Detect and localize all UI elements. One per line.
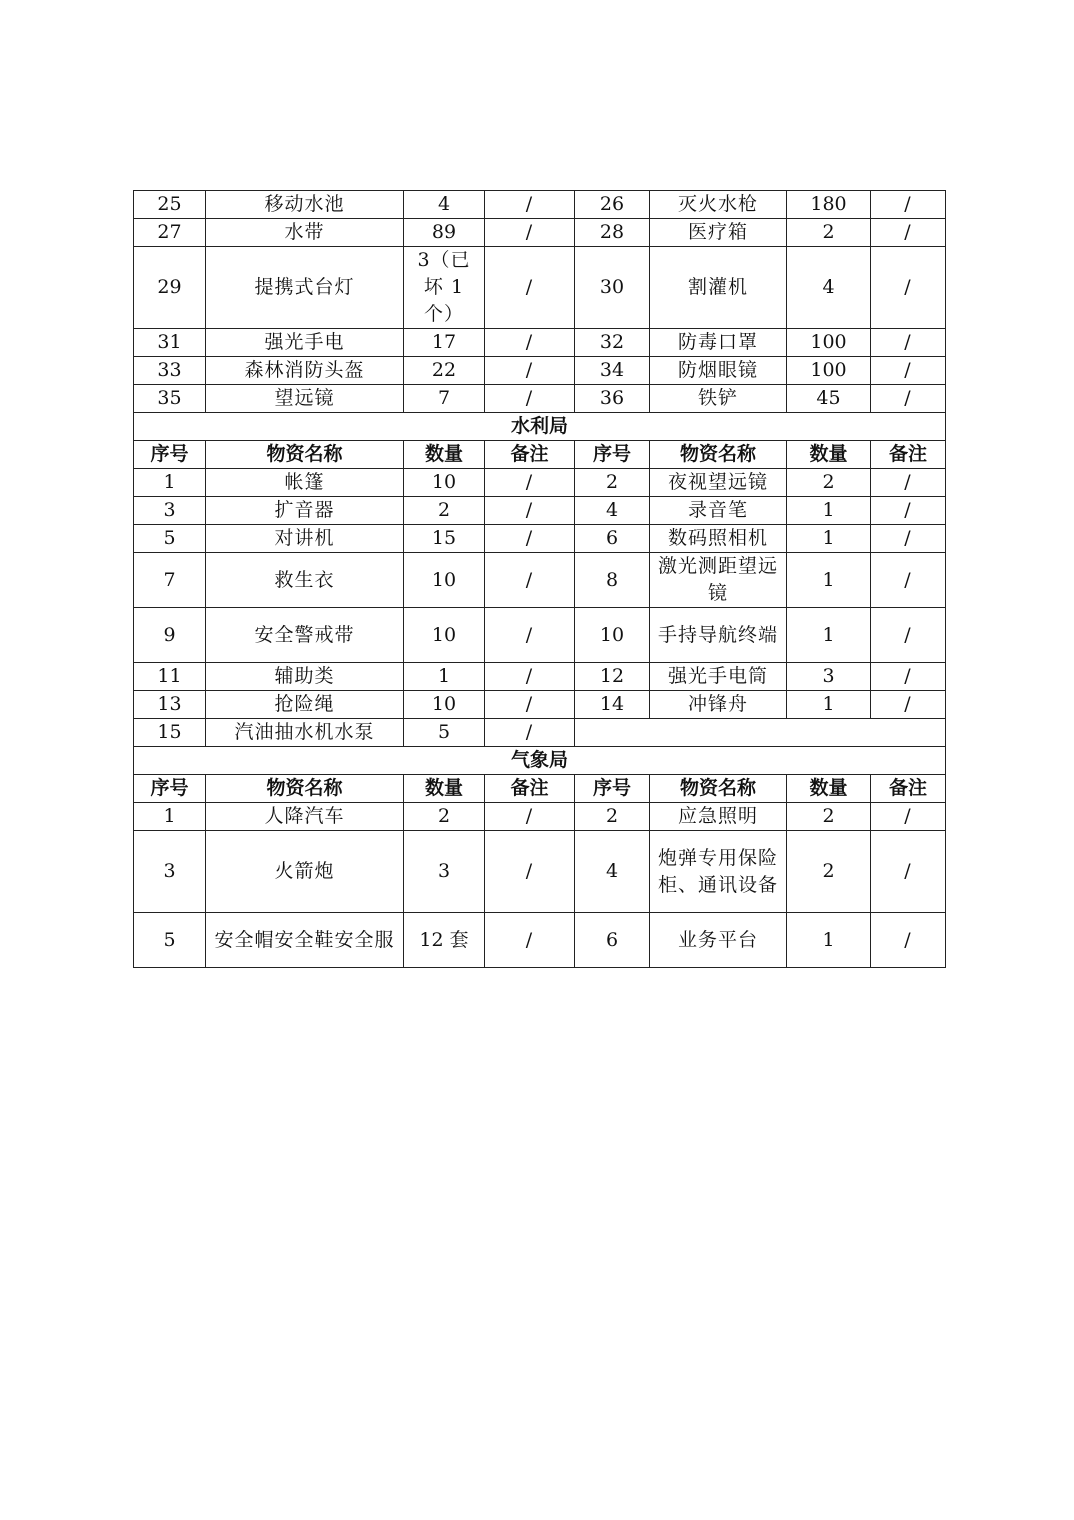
- item-name: 数码照相机: [650, 525, 787, 553]
- quantity: 2: [404, 803, 485, 831]
- remark: /: [485, 247, 575, 329]
- column-header: 序号: [575, 441, 650, 469]
- section-title-qixiang: 气象局: [134, 747, 946, 775]
- serial-number: 32: [575, 329, 650, 357]
- remark: /: [485, 831, 575, 913]
- item-name: 灭火水枪: [650, 191, 787, 219]
- remark: /: [485, 357, 575, 385]
- item-name: 提携式台灯: [206, 247, 404, 329]
- quantity: 10: [404, 691, 485, 719]
- column-header: 备注: [871, 775, 946, 803]
- quantity: 3（已坏 1 个）: [404, 247, 485, 329]
- remark: /: [871, 525, 946, 553]
- table-row: [134, 247, 946, 329]
- serial-number: 2: [575, 803, 650, 831]
- item-name: 炮弹专用保险柜、通讯设备: [650, 831, 787, 913]
- serial-number: 34: [575, 357, 650, 385]
- remark: /: [871, 663, 946, 691]
- serial-number: 8: [575, 553, 650, 608]
- quantity: 1: [787, 608, 871, 663]
- remark: /: [871, 357, 946, 385]
- quantity: 2: [787, 469, 871, 497]
- serial-number: 31: [134, 329, 206, 357]
- item-name: 防烟眼镜: [650, 357, 787, 385]
- table-row: [134, 553, 946, 608]
- quantity: 2: [404, 497, 485, 525]
- table-row: [134, 663, 946, 691]
- remark: /: [871, 553, 946, 608]
- serial-number: 7: [134, 553, 206, 608]
- item-name: 汽油抽水机水泵: [206, 719, 404, 747]
- item-name: 对讲机: [206, 525, 404, 553]
- remark: /: [485, 385, 575, 413]
- column-header: 数量: [404, 441, 485, 469]
- table-row: [134, 803, 946, 831]
- header-row: [134, 441, 946, 469]
- item-name: 铁铲: [650, 385, 787, 413]
- remark: /: [485, 663, 575, 691]
- quantity: 1: [787, 691, 871, 719]
- remark: /: [871, 803, 946, 831]
- item-name: 医疗箱: [650, 219, 787, 247]
- quantity: 10: [404, 553, 485, 608]
- column-header: 数量: [787, 441, 871, 469]
- quantity: 45: [787, 385, 871, 413]
- inventory-table: [133, 190, 946, 968]
- serial-number: 4: [575, 497, 650, 525]
- column-header: 物资名称: [206, 441, 404, 469]
- quantity: 4: [404, 191, 485, 219]
- item-name: 水带: [206, 219, 404, 247]
- item-name: 强光手电筒: [650, 663, 787, 691]
- column-header: 物资名称: [650, 441, 787, 469]
- column-header: 序号: [134, 441, 206, 469]
- table-row: [134, 691, 946, 719]
- item-name: 望远镜: [206, 385, 404, 413]
- remark: /: [485, 803, 575, 831]
- column-header: 数量: [404, 775, 485, 803]
- item-name: 夜视望远镜: [650, 469, 787, 497]
- item-name: 防毒口罩: [650, 329, 787, 357]
- quantity: 10: [404, 469, 485, 497]
- table-row: [134, 191, 946, 219]
- remark: /: [871, 385, 946, 413]
- quantity: 5: [404, 719, 485, 747]
- serial-number: 36: [575, 385, 650, 413]
- column-header: 物资名称: [650, 775, 787, 803]
- remark: /: [485, 553, 575, 608]
- item-name: 人降汽车: [206, 803, 404, 831]
- table-row: [134, 329, 946, 357]
- item-name: 激光测距望远镜: [650, 553, 787, 608]
- item-name: 辅助类: [206, 663, 404, 691]
- remark: /: [871, 831, 946, 913]
- serial-number: 33: [134, 357, 206, 385]
- serial-number: 26: [575, 191, 650, 219]
- remark: /: [871, 608, 946, 663]
- quantity: 89: [404, 219, 485, 247]
- table-row: [134, 525, 946, 553]
- header-row: [134, 775, 946, 803]
- serial-number: 27: [134, 219, 206, 247]
- quantity: 17: [404, 329, 485, 357]
- remark: /: [871, 469, 946, 497]
- serial-number: 6: [575, 913, 650, 968]
- remark: /: [485, 469, 575, 497]
- item-name: 割灌机: [650, 247, 787, 329]
- quantity: 100: [787, 357, 871, 385]
- section-title-row: [134, 413, 946, 441]
- item-name: 火箭炮: [206, 831, 404, 913]
- quantity: 1: [787, 525, 871, 553]
- serial-number: 2: [575, 469, 650, 497]
- remark: /: [871, 913, 946, 968]
- remark: /: [485, 497, 575, 525]
- column-header: 数量: [787, 775, 871, 803]
- item-name: 录音笔: [650, 497, 787, 525]
- item-name: 移动水池: [206, 191, 404, 219]
- item-name: 扩音器: [206, 497, 404, 525]
- quantity: 22: [404, 357, 485, 385]
- table-row: [134, 719, 946, 747]
- column-header: 序号: [575, 775, 650, 803]
- column-header: 物资名称: [206, 775, 404, 803]
- item-name: 抢险绳: [206, 691, 404, 719]
- table-row: [134, 219, 946, 247]
- table-row: [134, 831, 946, 913]
- serial-number: 4: [575, 831, 650, 913]
- serial-number: 25: [134, 191, 206, 219]
- quantity: 3: [404, 831, 485, 913]
- column-header: 备注: [871, 441, 946, 469]
- remark: /: [871, 329, 946, 357]
- serial-number: 3: [134, 497, 206, 525]
- remark: /: [485, 719, 575, 747]
- item-name: 应急照明: [650, 803, 787, 831]
- table-row: [134, 385, 946, 413]
- remark: /: [485, 525, 575, 553]
- item-name: 救生衣: [206, 553, 404, 608]
- remark: /: [871, 497, 946, 525]
- remark: /: [485, 329, 575, 357]
- table-row: [134, 357, 946, 385]
- quantity: 100: [787, 329, 871, 357]
- item-name: 帐篷: [206, 469, 404, 497]
- quantity: 3: [787, 663, 871, 691]
- quantity: 1: [787, 497, 871, 525]
- remark: /: [485, 219, 575, 247]
- serial-number: 5: [134, 913, 206, 968]
- item-name: 安全帽安全鞋安全服: [206, 913, 404, 968]
- remark: /: [871, 247, 946, 329]
- serial-number: 11: [134, 663, 206, 691]
- remark: /: [871, 191, 946, 219]
- serial-number: 5: [134, 525, 206, 553]
- remark: /: [485, 191, 575, 219]
- item-name: 业务平台: [650, 913, 787, 968]
- remark: /: [871, 219, 946, 247]
- table-row: [134, 913, 946, 968]
- quantity: 1: [787, 553, 871, 608]
- section-title-shuili: 水利局: [134, 413, 946, 441]
- serial-number: 29: [134, 247, 206, 329]
- quantity: 2: [787, 803, 871, 831]
- serial-number: 35: [134, 385, 206, 413]
- quantity: 12 套: [404, 913, 485, 968]
- serial-number: 13: [134, 691, 206, 719]
- empty-cell: [575, 719, 946, 747]
- column-header: 序号: [134, 775, 206, 803]
- quantity: 15: [404, 525, 485, 553]
- serial-number: 12: [575, 663, 650, 691]
- table-row: [134, 608, 946, 663]
- quantity: 2: [787, 219, 871, 247]
- table-row: [134, 469, 946, 497]
- remark: /: [485, 608, 575, 663]
- item-name: 强光手电: [206, 329, 404, 357]
- serial-number: 6: [575, 525, 650, 553]
- quantity: 7: [404, 385, 485, 413]
- table-row: [134, 497, 946, 525]
- item-name: 手持导航终端: [650, 608, 787, 663]
- quantity: 4: [787, 247, 871, 329]
- serial-number: 1: [134, 469, 206, 497]
- serial-number: 3: [134, 831, 206, 913]
- item-name: 安全警戒带: [206, 608, 404, 663]
- quantity: 10: [404, 608, 485, 663]
- item-name: 森林消防头盔: [206, 357, 404, 385]
- remark: /: [485, 913, 575, 968]
- column-header: 备注: [485, 775, 575, 803]
- item-name: 冲锋舟: [650, 691, 787, 719]
- remark: /: [485, 691, 575, 719]
- serial-number: 14: [575, 691, 650, 719]
- serial-number: 10: [575, 608, 650, 663]
- serial-number: 15: [134, 719, 206, 747]
- serial-number: 1: [134, 803, 206, 831]
- quantity: 180: [787, 191, 871, 219]
- section-title-row: [134, 747, 946, 775]
- quantity: 1: [404, 663, 485, 691]
- serial-number: 9: [134, 608, 206, 663]
- column-header: 备注: [485, 441, 575, 469]
- serial-number: 30: [575, 247, 650, 329]
- quantity: 2: [787, 831, 871, 913]
- serial-number: 28: [575, 219, 650, 247]
- remark: /: [871, 691, 946, 719]
- quantity: 1: [787, 913, 871, 968]
